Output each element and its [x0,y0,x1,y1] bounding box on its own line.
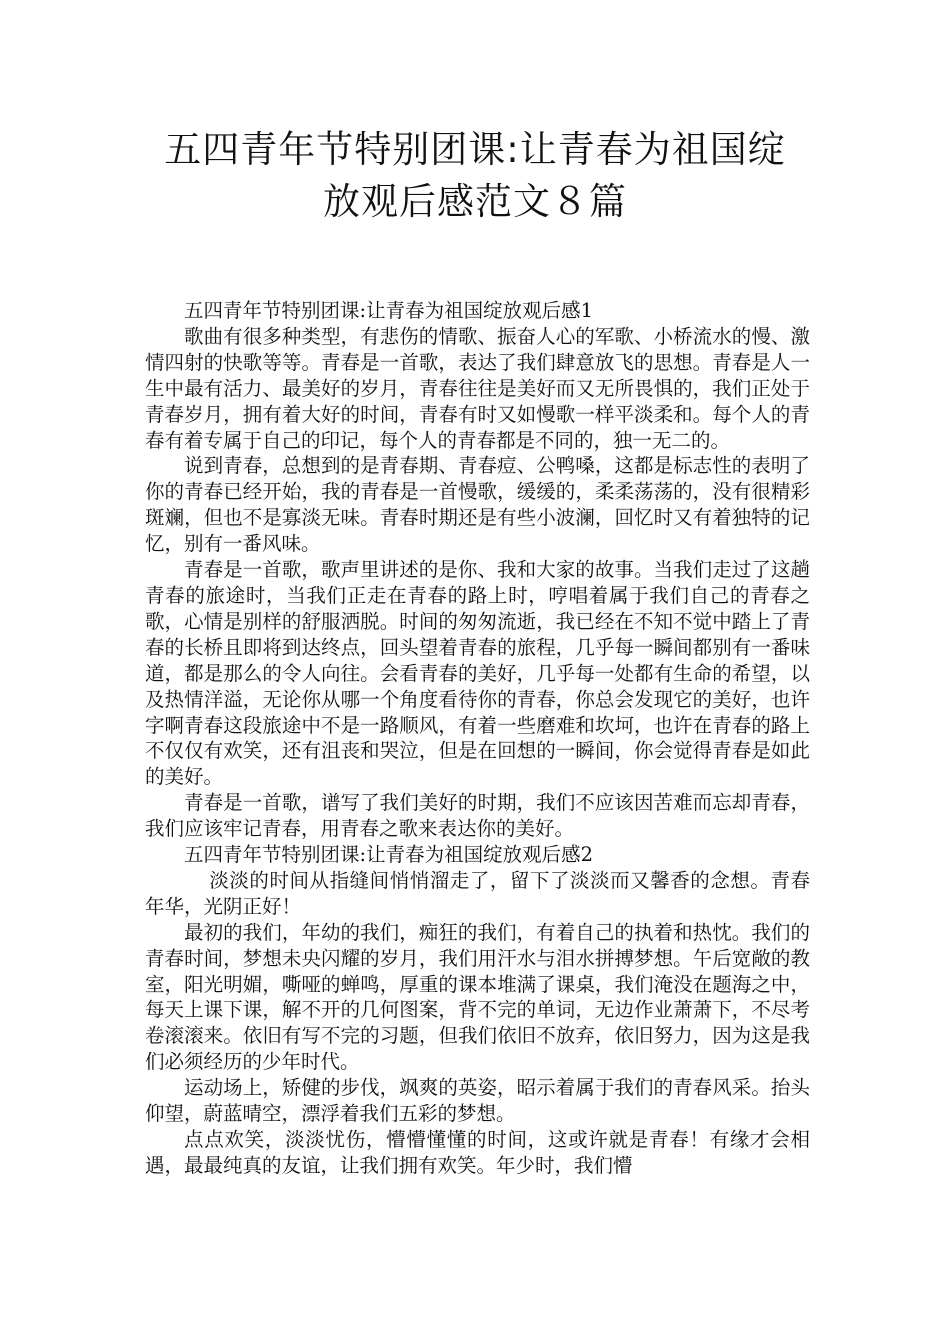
section-heading-1: 五四青年节特别团课:让青春为祖国绽放观后感1 [184,299,593,322]
title-line-1: 五四青年节特别团课:让青春为祖国绽 [164,128,786,171]
page-title [140,124,810,228]
paragraph: 青春是一首歌，谱写了我们美好的时期，我们不应该因苦难而忘却青春，我们应该牢记青春，用青春之歌来表达你的美好。 [145,791,810,841]
paragraph: 青春是一首歌，歌声里讲述的是你、我和大家的故事。当我们走过了这趟青春的旅途时，当我们正走在青春的路上时，哼唱着属于我们自己的青春之歌，心情是别样的舒服洒脱。时间的匆匆流逝，我已经在不知不觉中踏上了青春的长桥且即将到达终点，回头望着青春的旅程，几乎每一瞬间都别有一番味道，都是那么的令人向往。会看青春的美好，几乎每一处都有生命的希望，以及热情洋溢，无论你从哪一个角度看待你的青春，你总会发现它的美好，也许字啊青春这段旅途中不是一路顺风，有着一些磨难和坎坷，也许在青春的路上不仅仅有欢笑，还有沮丧和哭泣，但是在回想的一瞬间，你会觉得青春是如此的美好。 [145,558,810,789]
document-body [145,298,810,1179]
paragraph: 运动场上，矫健的步伐，飒爽的英姿，昭示着属于我们的青春风采。抬头仰望，蔚蓝晴空，漂浮着我们五彩的梦想。 [145,1076,810,1126]
paragraph: 歌曲有很多种类型，有悲伤的情歌、振奋人心的军歌、小桥流水的慢、激情四射的快歌等等。青春是一首歌，表达了我们肆意放飞的思想。青春是人一生中最有活力、最美好的岁月，青春往往是美好而又无所畏惧的，我们正处于青春岁月，拥有着大好的时间，青春有时又如慢歌一样平淡柔和。每个人的青春有着专属于自己的印记，每个人的青春都是不同的，独一无二的。 [145,324,810,452]
paragraph: 点点欢笑，淡淡忧伤，懵懵懂懂的时间，这或许就是青春！有缘才会相遇，最最纯真的友谊，让我们拥有欢笑。年少时，我们懵 [145,1128,810,1177]
title-line-2: 放观后感范文８篇 [323,180,627,223]
paragraph: 淡淡的时间从指缝间悄悄溜走了，留下了淡淡而又馨香的念想。青春年华，光阴正好！ [145,868,810,918]
paragraph: 最初的我们，年幼的我们，痴狂的我们，有着自己的执着和热忱。我们的青春时间，梦想未央闪耀的岁月，我们用汗水与泪水拼搏梦想。午后宽敞的教室，阳光明媚，嘶哑的蝉鸣，厚重的课本堆满了课桌，我们淹没在题海之中，每天上课下课，解不开的几何图案，背不完的单词，无边作业萧萧下，不尽考卷滚滚来。依旧有写不完的习题，但我们依旧不放弃，依旧努力，因为这是我们必须经历的少年时代。 [145,920,810,1074]
section-heading-2: 五四青年节特别团课:让青春为祖国绽放观后感2 [184,843,593,867]
paragraph: 说到青春，总想到的是青春期、青春痘、公鸭嗓，这都是标志性的表明了你的青春已经开始，我的青春是一首慢歌，缓缓的，柔柔荡荡的，没有很精彩斑斓，但也不是寡淡无味。青春时期还是有些小波澜，回忆时又有着独特的记忆，别有一番风味。 [145,454,810,556]
